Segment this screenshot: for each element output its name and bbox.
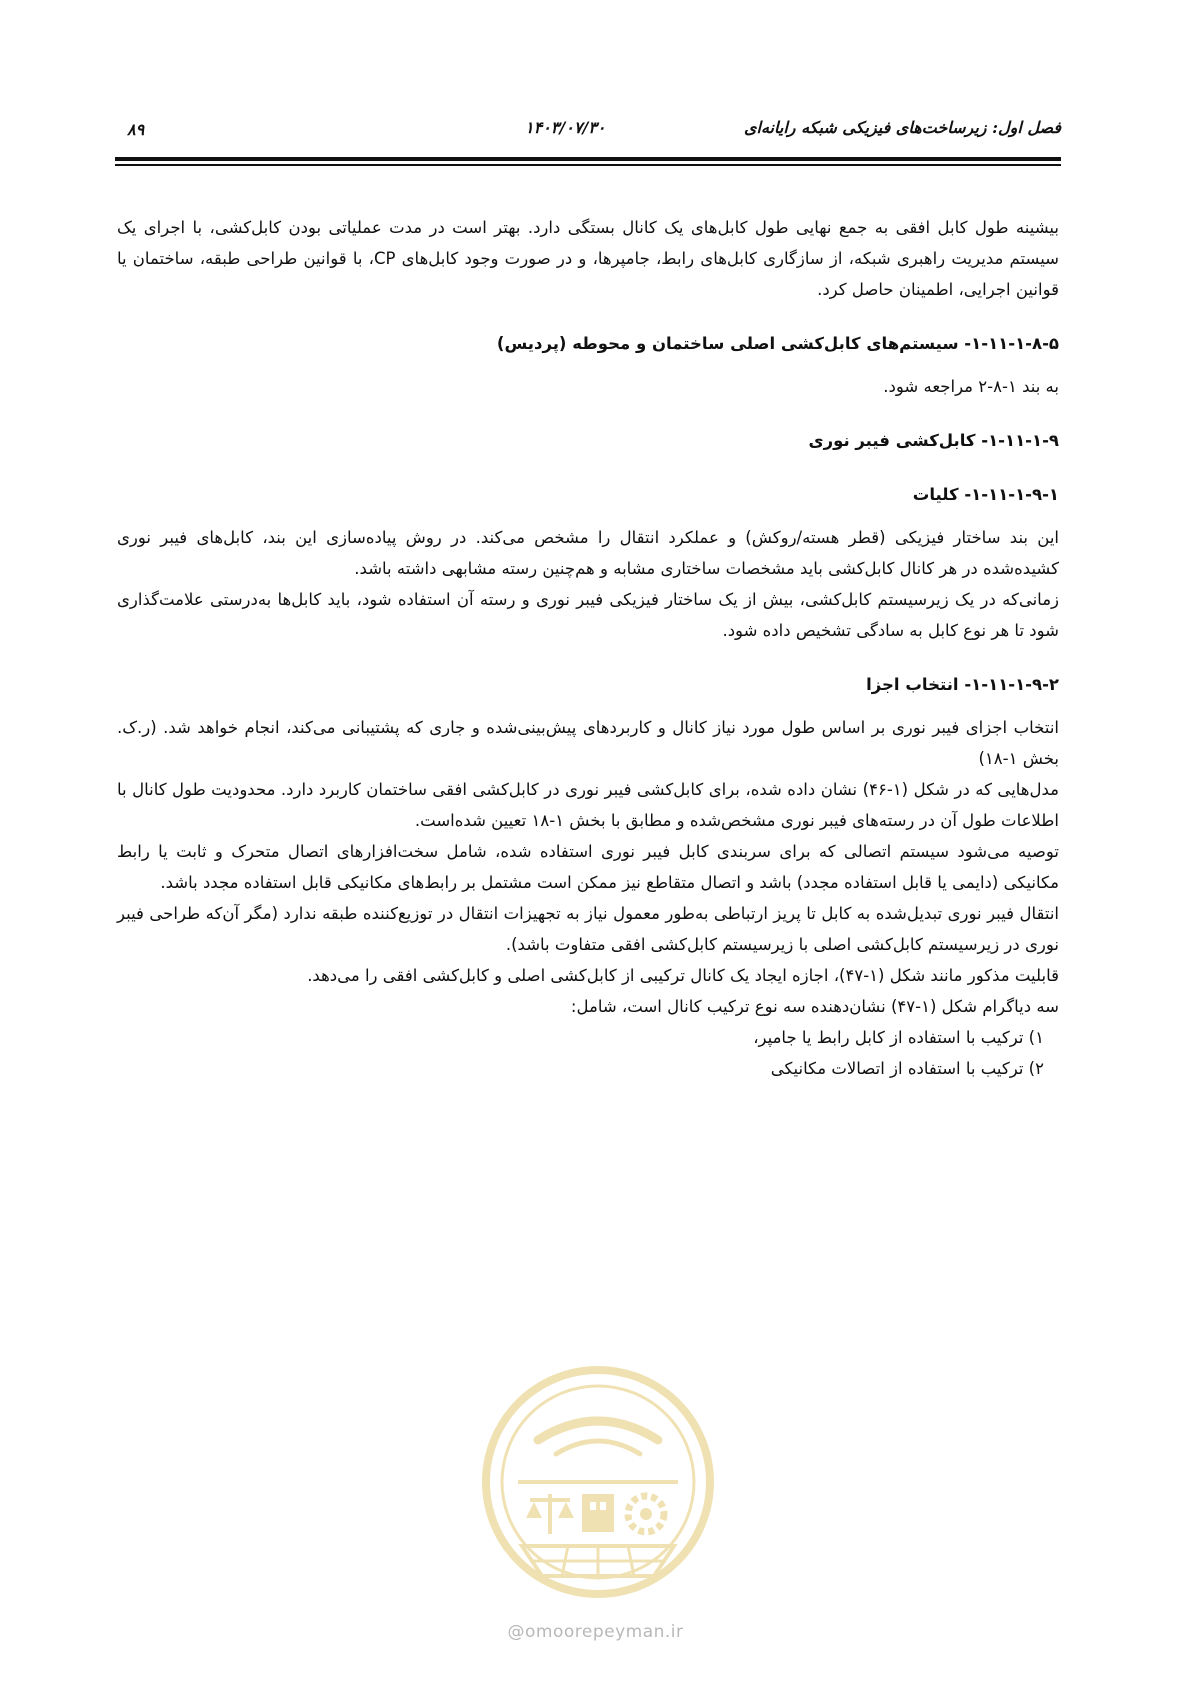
page-number: ۸۹ — [127, 120, 145, 139]
watermark-seal-icon — [478, 1362, 718, 1602]
paragraph-components-1: انتخاب اجزای فیبر نوری بر اساس طول مورد نیاز کانال و کاربردهای پیش‌بینی‌شده و جاری که پشتیبانی می‌کند، انجام خواهد شد. (ر.ک. بخش ۱-۱۸) — [117, 718, 1059, 768]
paragraph-components-5: قابلیت مذکور مانند شکل (۱-۴۷)، اجازه ایجاد یک کانال ترکیبی از کابل‌کشی اصلی و کابل‌کشی افقی را می‌دهد. — [307, 966, 1059, 985]
header-rule-thick — [115, 157, 1061, 161]
header-rule-thin — [115, 164, 1061, 166]
paragraph-components-4: انتقال فیبر نوری تبدیل‌شده به کابل تا پریز ارتباطی به‌طور معمول نیاز به تجهیزات انتقال در توزیع‌کننده طبقه ندارد (مگر آن‌که طراحی فیبر نوری در زیرسیستم کابل‌کشی اصلی با زیرسیستم کابل‌کشی افقی متفاوت باشد). — [117, 904, 1059, 954]
watermark-site-text: @omoorepeyman.ir — [507, 1622, 684, 1642]
paragraph-components-6: سه دیاگرام شکل (۱-۴۷) نشان‌دهنده سه نوع ترکیب کانال است، شامل: — [570, 997, 1059, 1016]
scales-icon — [526, 1494, 574, 1534]
paragraph-components-3: توصیه می‌شود سیستم اتصالی که برای سربندی کابل فیبر نوری استفاده شده، شامل سخت‌افزارهای اتصال متحرک و ثابت یا رابط مکانیکی (دایمی یا قابل استفاده مجدد) باشد و اتصال متقاطع نیز ممکن است مشتمل بر رابط‌های مکانیکی قابل استفاده مجدد باشد. — [117, 842, 1059, 892]
gear-icon — [628, 1496, 664, 1532]
heading-fiber-cabling: ۱-۱۱-۱-۹- کابل‌کشی فیبر نوری — [808, 431, 1059, 450]
heading-component-selection: ۱-۱۱-۱-۹-۲- انتخاب اجزا — [866, 675, 1059, 694]
chapter-title: فصل اول: زیرساخت‌های فیزیکی شبکه رایانه‌ای — [744, 118, 1061, 137]
heading-general: ۱-۱۱-۱-۹-۱- کلیات — [912, 485, 1059, 504]
header-date: ۱۴۰۳/۰۷/۳۰ — [525, 118, 606, 137]
body-text — [117, 212, 1059, 1084]
building-icon — [582, 1494, 614, 1532]
running-header — [115, 118, 1061, 148]
paragraph-general-2: زمانی‌که در یک زیرسیستم کابل‌کشی، بیش از یک ساختار فیزیکی فیبر نوری و رسته آن استفاده شود، باید کابل‌ها به‌درستی علامت‌گذاری شود تا هر نوع کابل به سادگی تشخیص داده شود. — [117, 590, 1059, 640]
paragraph-general-1: این بند ساختار فیزیکی (قطر هسته/روکش) و عملکرد انتقال را مشخص می‌کند. در روش پیاده‌سازی این بند، کابل‌های فیبر نوری کشیده‌شده در هر کانال کابل‌کشی باید مشخصات ساختاری مشابه و هم‌چنین رسته مشابهی داشته باشد. — [117, 528, 1059, 578]
list-item: ۲) ترکیب با استفاده از اتصالات مکانیکی — [770, 1059, 1044, 1078]
paragraph-max-length: بیشینه طول کابل افقی به جمع نهایی طول کابل‌های یک کانال بستگی دارد. بهتر است در مدت عملیاتی بودن کابل‌کشی، با اجرای یک سیستم مدیریت راهبری شبکه، از سازگاری کابل‌های رابط، جامپرها، و در صورت وجود کابل‌های CP، با قوانین طراحی طبقه، ساختمان یا قوانین اجرایی، اطمینان حاصل کرد. — [117, 218, 1059, 299]
paragraph-reference: به بند ۱-۸-۲ مراجعه شود. — [883, 377, 1059, 396]
list-item: ۱) ترکیب با استفاده از کابل رابط یا جامپر، — [753, 1028, 1044, 1047]
paragraph-components-2: مدل‌هایی که در شکل (۱-۴۶) نشان داده شده، برای کابل‌کشی فیبر نوری در کابل‌کشی افقی ساختمان کاربرد دارد. محدودیت طول کانال با اطلاعات طول آن در رسته‌های فیبر نوری مشخص‌شده و مطابق با بخش ۱-۱۸ تعیین شده‌است. — [117, 780, 1059, 830]
heading-backbone-systems: ۱-۱۱-۱-۸-۵- سیستم‌های کابل‌کشی اصلی ساختمان و محوطه (پردیس) — [496, 334, 1059, 353]
